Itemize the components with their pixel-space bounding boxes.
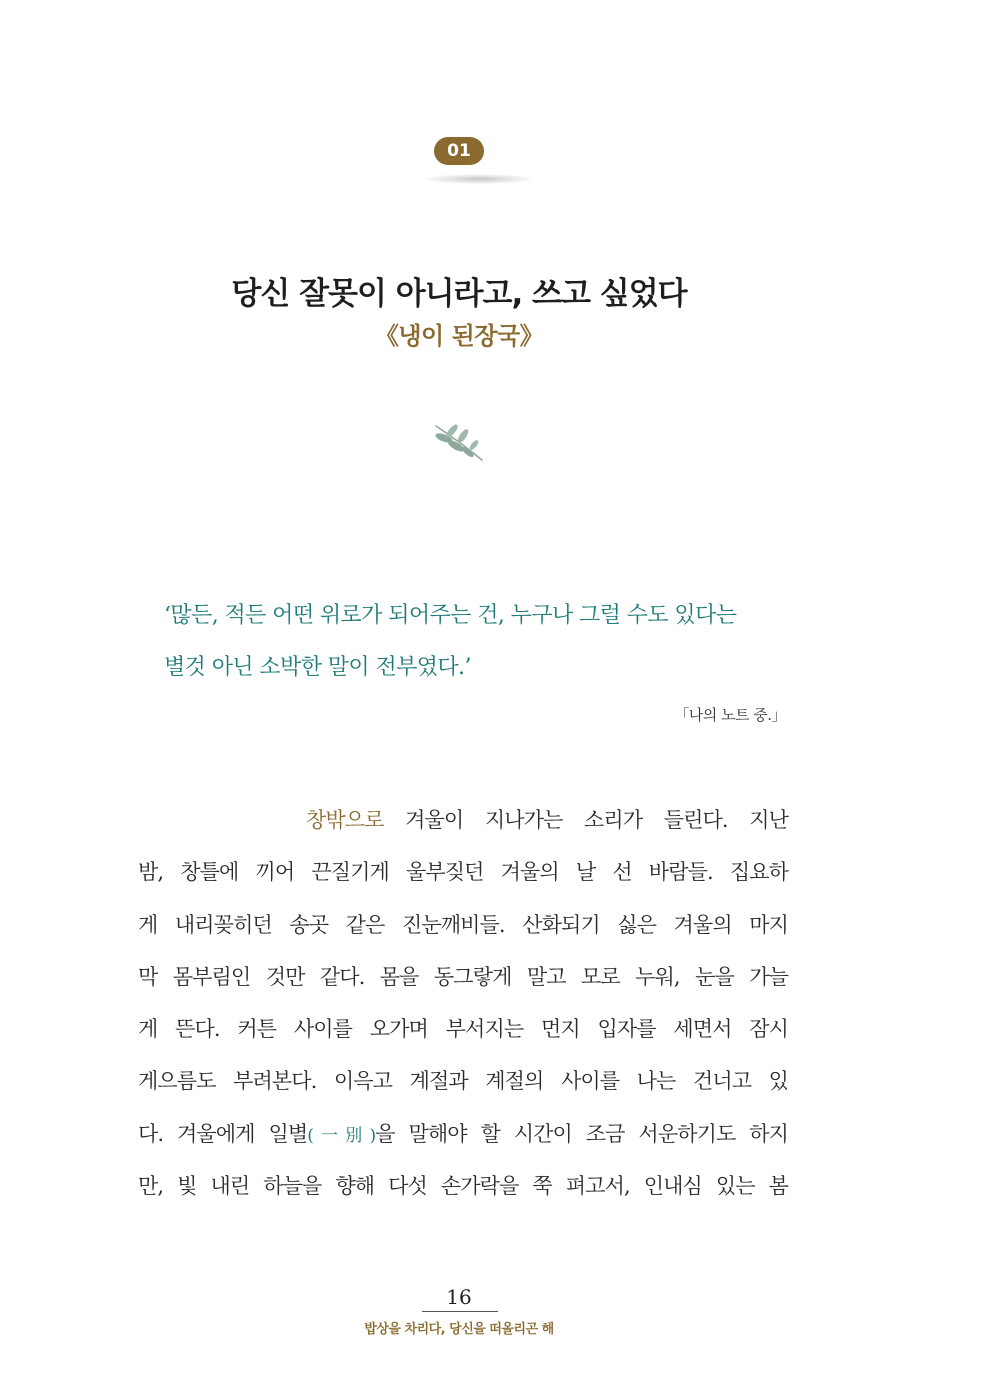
chapter-badge-area	[0, 134, 990, 204]
body-text-span: 을 말해야 할 시간이 조금 서운하기도 하지	[375, 1121, 789, 1146]
epigraph-source: 「나의 노트 중.」	[674, 706, 786, 724]
lead-word: 창밖으로	[306, 808, 384, 832]
epigraph-line: ‘많든, 적든 어떤 위로가 되어주는 건, 누구나 그럴 수도 있다는	[164, 603, 737, 628]
body-line	[138, 1108, 788, 1160]
body-text-span: 다. 겨울에게 일별	[138, 1121, 308, 1146]
body-line: 게 내리꽂히던 송곳 같은 진눈깨비들. 산화되기 싫은 겨울의 마지	[138, 912, 788, 937]
footer-divider	[422, 1311, 498, 1312]
body-paragraph	[138, 794, 788, 1212]
body-line: 만, 빛 내린 하늘을 향해 다섯 손가락을 쭉 펴고서, 인내심 있는 봄	[138, 1174, 788, 1199]
epigraph-quote	[164, 590, 804, 694]
leaf-sprig-icon	[430, 420, 486, 466]
chapter-title: 당신 잘못이 아니라고, 쓰고 싶었다	[231, 276, 687, 312]
badge-shadow	[426, 174, 532, 184]
chapter-number-badge: 01	[434, 137, 484, 165]
page-number: 16	[446, 1285, 472, 1309]
body-text-span: 겨울이 지나가는 소리가 들린다. 지난	[383, 808, 788, 832]
running-footer-title: 밥상을 차리다, 당신을 떠올리곤 해	[364, 1322, 554, 1337]
body-line: 막 몸부림인 것만 같다. 몸을 동그랗게 말고 모로 누워, 눈을 가늘	[138, 964, 788, 989]
epigraph-line: 별것 아닌 소박한 말이 전부였다.’	[164, 655, 471, 680]
chapter-subtitle: 《냉이 된장국》	[374, 322, 544, 350]
body-line: 밤, 창틀에 끼어 끈질기게 울부짖던 겨울의 날 선 바람들. 집요하	[138, 860, 788, 885]
body-line: 게 뜬다. 커튼 사이를 오가며 부서지는 먼지 입자를 세면서 잠시	[138, 1017, 788, 1042]
hanja-annotation: (一別)	[307, 1125, 376, 1146]
body-line	[138, 794, 788, 846]
body-line: 게으름도 부려본다. 이윽고 계절과 계절의 사이를 나는 건너고 있	[138, 1069, 788, 1094]
